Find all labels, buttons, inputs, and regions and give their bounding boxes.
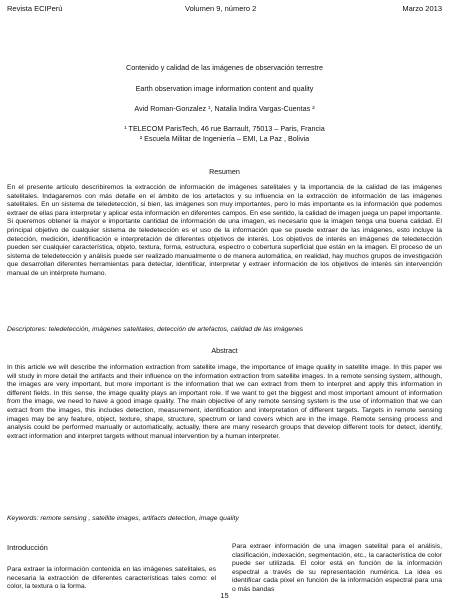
abstract-text: In this article we will describe the information extraction from satellite image, the importance of image quality in satellite image. In this paper we will study in more detail the artifacts and their influence on the information extraction from satellite images. In a remote sensing system, although, the images are very important, but more important is the information that we can extract from them to interpret and apply this information in different fields. In this sense, the image quality plays an important role. If we want to get the biggest and most important amount of information from the image, we need to have a good image quality. The main objective of any remote sensing system is the use of information that we can extract from the images, this includes detection, measurement, identification and interpretation of different targets. Targets in remote sensing images may be any feature, object, texture, shape, structure, spectrum or land covers which are in the image. Remote sensing process and analysis could be performed manually or automatically, actually, there are many research groups that develop different tools for detect, identify, extract information and interpret targets without manual intervention by a human interpreter. [7,364,442,440]
affiliation-1: ¹ TELECOM ParisTech, 46 rue Barrault, 75013 – Paris, Francia [124,124,325,133]
issue-date: Marzo 2013 [402,4,442,13]
running-header [7,4,442,16]
volume-number: Volumen 9, número 2 [185,4,257,13]
abstract-heading: Abstract [211,346,238,355]
journal-name: Revista ECIPerú [7,4,63,13]
intro-right-column: Para extraer información de una imagen satelital para el análisis, clasificación, indexación, segmentación, etc., la característica de color puede ser utilizada. El color está en función de la información espectral a través de su representación numérica. La idea es identificar cada píxel en función de la información espectral para una o más bandas [232,543,442,593]
affiliation-2: ² Escuela Militar de Ingeniería – EMI, La Paz , Bolivia [139,134,310,143]
abstract-keywords: Keywords: remote sensing , satellite images, artifacts detection, image quality [7,515,239,522]
title-spanish: Contenido y calidad de las imágenes de observación terrestre [126,63,323,72]
title-english: Earth observation image information content and quality [135,84,314,93]
resumen-keywords: Descriptores: teledetección, imágenes satelitales, detección de artefactos, calidad de las imágenes [7,326,304,333]
page-number: 15 [220,591,229,600]
resumen-text: En el presente artículo describiremos la extracción de información de imágenes satelitales y la importancia de la calidad de las imágenes satelitales. Indagaremos con más detalle en el ámbito de los artefactos y su influencia en la extracción de información de las imágenes satelitales. En un sistema de teledetección, si bien, las imágenes son muy importantes, pero lo más importante es la información que podemos extraer de ellas para interpretar y aplicar esta información en diferentes campos. En ese sentido, la calidad de imagen juega un papel importante. Si queremos obtener la mayor e importante cantidad de información de una imagen, es necesario que la imagen tenga una buena calidad. El principal objetivo de cualquier sistema de teledetección es el uso de la información que se puede extraer de las imágenes, esto incluye la detección, medición, identificación e interpretación de diferentes objetivos de interés. Los objetivos de interés en imágenes de teledetección pueden ser cualquier característica, objeto, textura, forma, estructura, espectro o cobertura superficial que están en la imagen. El proceso de un sistema de teledetección y análisis puede ser realizado manualmente o de manera automática, en realidad, hay muchos grupos de investigación que desarrollan diferentes herramientas para detectar, identificar, interpretar y extraer información de los objetivos de interés sin intervención manual de un intérprete humano. [7,184,442,277]
intro-heading: Introducción [7,543,48,552]
resumen-heading: Resumen [209,167,240,176]
intro-left-column: Para extraer la información contenida en las imágenes satelitales, es necesaria la extracción de diferentes características tales como: el color, la textura o la forma. [7,566,216,591]
authors: Avid Roman-Gonzalez ¹, Natalia Indira Vargas-Cuentas ² [134,104,315,113]
